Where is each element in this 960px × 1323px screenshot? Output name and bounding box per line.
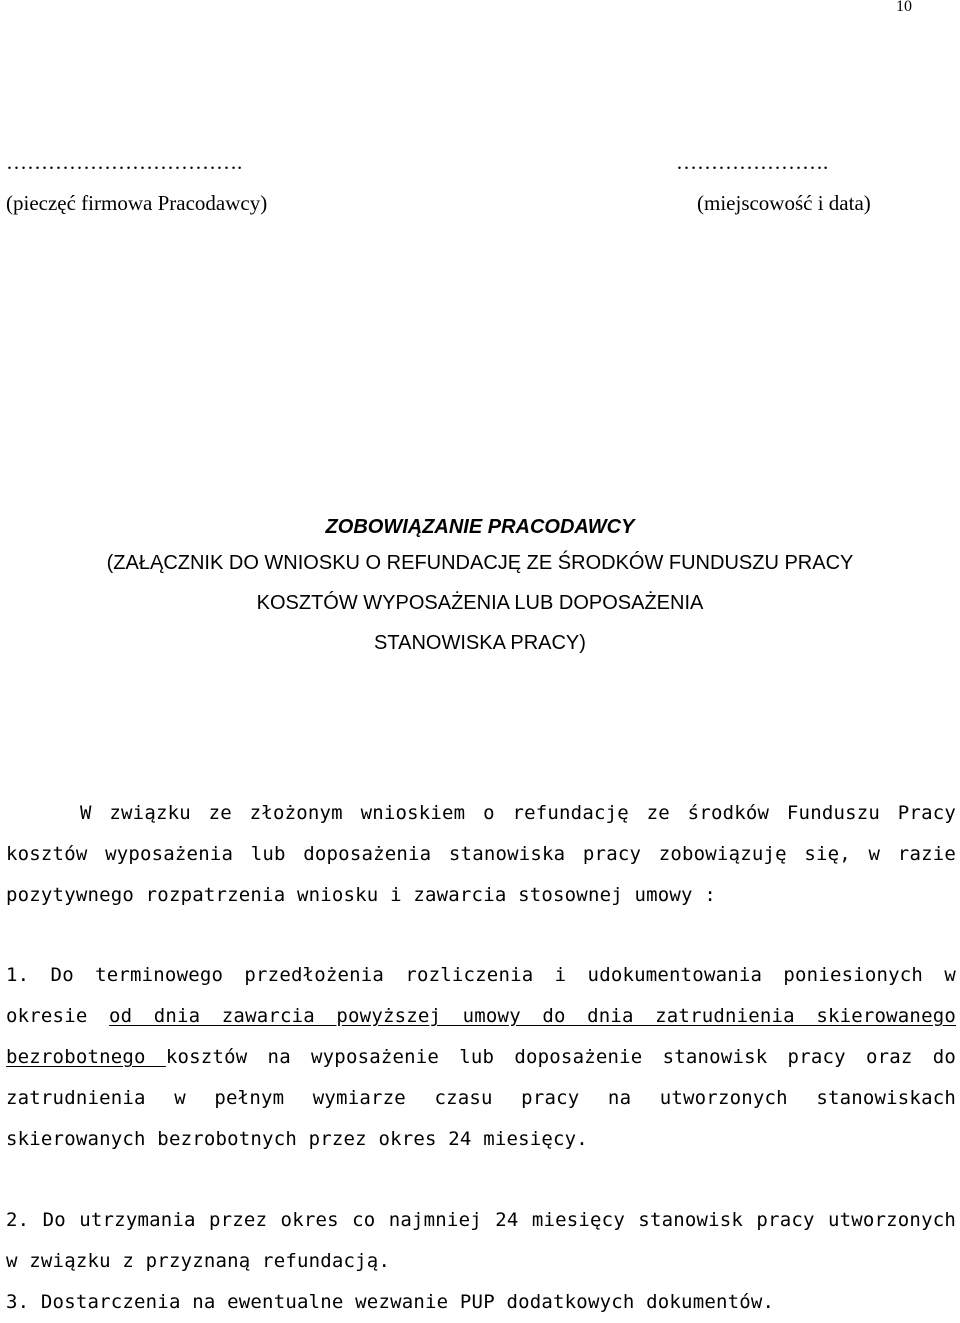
- item-1-underlined: od dnia zawarcia powyższej umowy do dnia zatrudnienia skierowanego bezrobotnego: [6, 1005, 956, 1068]
- page-number: 10: [896, 0, 912, 15]
- document-subtitle-line1: (ZAŁĄCZNIK DO WNIOSKU O REFUNDACJĘ ZE ŚRODKÓW FUNDUSZU PRACY: [106, 552, 854, 574]
- item-1-prefix: 1. Do terminowego przedłożenia rozliczenia i udokumentowania poniesionych w okresie: [6, 964, 956, 1027]
- obligation-item-3: 3. Dostarczenia na ewentualne wezwanie PUP dodatkowych dokumentów.: [6, 1291, 775, 1313]
- stamp-placeholder-dots: …………………………….: [6, 150, 243, 174]
- obligation-item-1: [6, 955, 956, 1160]
- place-date-placeholder-dots: ………………….: [676, 150, 829, 174]
- document-title: ZOBOWIĄZANIE PRACODAWCY: [325, 516, 635, 538]
- intro-paragraph: [6, 793, 956, 916]
- place-date-caption: (miejscowość i data): [697, 191, 871, 215]
- obligation-item-2: 2. Do utrzymania przez okres co najmniej 24 miesięcy stanowisk pracy utworzonych w związku z przyznaną refundacją.: [6, 1209, 956, 1272]
- document-subtitle-line3: STANOWISKA PRACY): [374, 632, 586, 654]
- intro-text: W związku ze złożonym wnioskiem o refundację ze środków Funduszu Pracy kosztów wyposażenia lub doposażenia stanowiska pracy zobowiązuję się, w razie pozytywnego rozpatrzenia wniosku i zawarcia stosownej umowy :: [6, 802, 956, 906]
- document-subtitle-line2: KOSZTÓW WYPOSAŻENIA LUB DOPOSAŻENIA: [256, 592, 704, 614]
- document-title-block: [0, 513, 960, 664]
- stamp-caption: (pieczęć firmowa Pracodawcy): [6, 191, 268, 215]
- item-1-suffix: kosztów na wyposażenie lub doposażenie stanowisk pracy oraz do zatrudnienia w pełnym wymiarze czasu pracy na utworzonych stanowiskach skierowanych bezrobotnych przez okres 24 miesięcy.: [6, 1046, 956, 1150]
